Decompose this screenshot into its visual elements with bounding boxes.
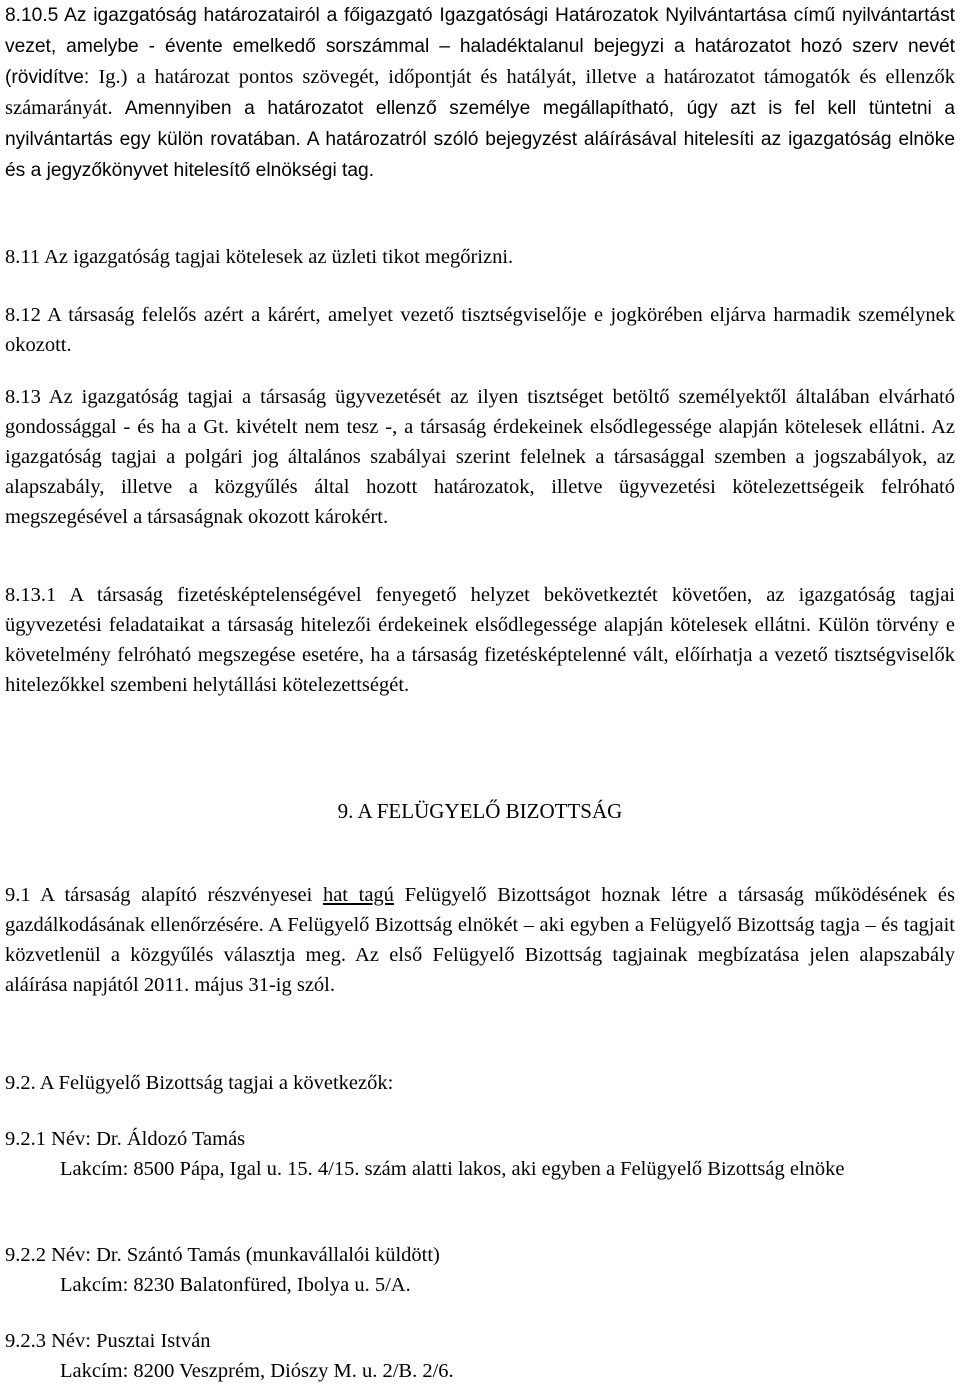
paragraph-9-1-underlined: hat tagú	[322, 884, 394, 906]
member-3-name: 9.2.3 Név: Pusztai István	[5, 1330, 211, 1352]
member-2-address: Lakcím: 8230 Balatonfüred, Ibolya u. 5/A.	[60, 1274, 411, 1296]
member-2-name: 9.2.2 Név: Dr. Szántó Tamás (munkavállalói küldött)	[5, 1244, 440, 1266]
member-1-name: 9.2.1 Név: Dr. Áldozó Tamás	[5, 1128, 246, 1150]
paragraph-8-11: 8.11 Az igazgatóság tagjai kötelesek az üzleti tikot megőrizni.	[5, 246, 514, 268]
paragraph-8-10-5-part-c: Amennyiben a határozatot ellenző személye megállapítható, úgy azt is fel kell tüntetni a nyilvántartás egy külön rovatában.	[5, 98, 955, 150]
paragraph-9-2: 9.2. A Felügyelő Bizottság tagjai a következők:	[5, 1072, 394, 1094]
paragraph-8-13-1: 8.13.1 A társaság fizetésképtelenségével fenyegető helyzet bekövetkeztét követően, az igazgatóság tagjai ügyvezetési feladataikat a társaság hitelezői érdekeinek elsődlegessége alapján kötelesek ellátni. Külön törvény e követelmény felróható megszegése esetére, ha a társaság fizetésképtelenné vált, előírhatja a vezető tisztségviselők hitelezőkkel szembeni helytállási kötelezettségét.	[5, 584, 955, 696]
member-3-address: Lakcím: 8200 Veszprém, Diószy M. u. 2/B. 2/6.	[60, 1360, 454, 1382]
section-heading-9: 9. A FELÜGYELŐ BIZOTTSÁG	[337, 799, 623, 823]
paragraph-8-13: 8.13 Az igazgatóság tagjai a társaság ügyvezetését az ilyen tisztséget betöltő személyektől általában elvárható gondossággal - és ha a Gt. kivételt nem tesz -, a társaság érdekeinek elsődlegessége alapján kötelesek ellátni. Az igazgatóság tagjai a polgári jog általános szabályai szerint felelnek a társasággal szemben a jogszabályok, az alapszabály, illetve a közgyűlés által hozott határozatok, illetve ügyvezetési kötelezettségeik felróható megszegésével a társaságnak okozott károkért.	[5, 386, 955, 528]
paragraph-8-10-5-part-b: Ig.) a határozat pontos szövegét, időpontját és hatályát, illetve a határozatot támogatók és ellenzők számarányát.	[5, 66, 955, 119]
paragraph-9-1	[5, 880, 955, 1000]
paragraph-8-12: 8.12 A társaság felelős azért a kárért, amelyet vezető tisztségviselője e jogkörében eljárva harmadik személynek okozott.	[5, 304, 955, 356]
member-1-address: Lakcím: 8500 Pápa, Igal u. 15. 4/15. szám alatti lakos, aki egyben a Felügyelő Bizottság elnöke	[60, 1158, 845, 1180]
paragraph-8-10-5	[5, 0, 955, 186]
paragraph-9-1-part-a: 9.1 A társaság alapító részvényesei	[5, 884, 323, 906]
paragraph-9-1-part-b: Felügyelő Bizottságot hoznak létre a társaság működésének és gazdálkodásának ellenőrzésére. A Felügyelő Bizottság elnökét – aki egyben a Felügyelő Bizottság tagja – és tagjait közvetlenül a közgyűlés választja meg. Az első Felügyelő Bizottság tagjainak megbízatása jelen alapszabály aláírása napjától 2011. május 31-ig szól.	[5, 884, 956, 996]
paragraph-8-10-5-part-d: A határozatról szóló bejegyzést aláírásával hitelesíti az igazgatóság elnöke és a jegyzőkönyvet hitelesítő elnökségi tag.	[5, 129, 955, 181]
paragraph-8-10-5-part-a: 8.10.5 Az igazgatóság határozatairól a főigazgató Igazgatósági Határozatok Nyilvántartása című nyilvántartást vezet, amelybe - évente emelkedő sorszámmal – haladéktalanul bejegyzi a határozatot hozó szerv nevét (rövidítve:	[5, 5, 955, 88]
